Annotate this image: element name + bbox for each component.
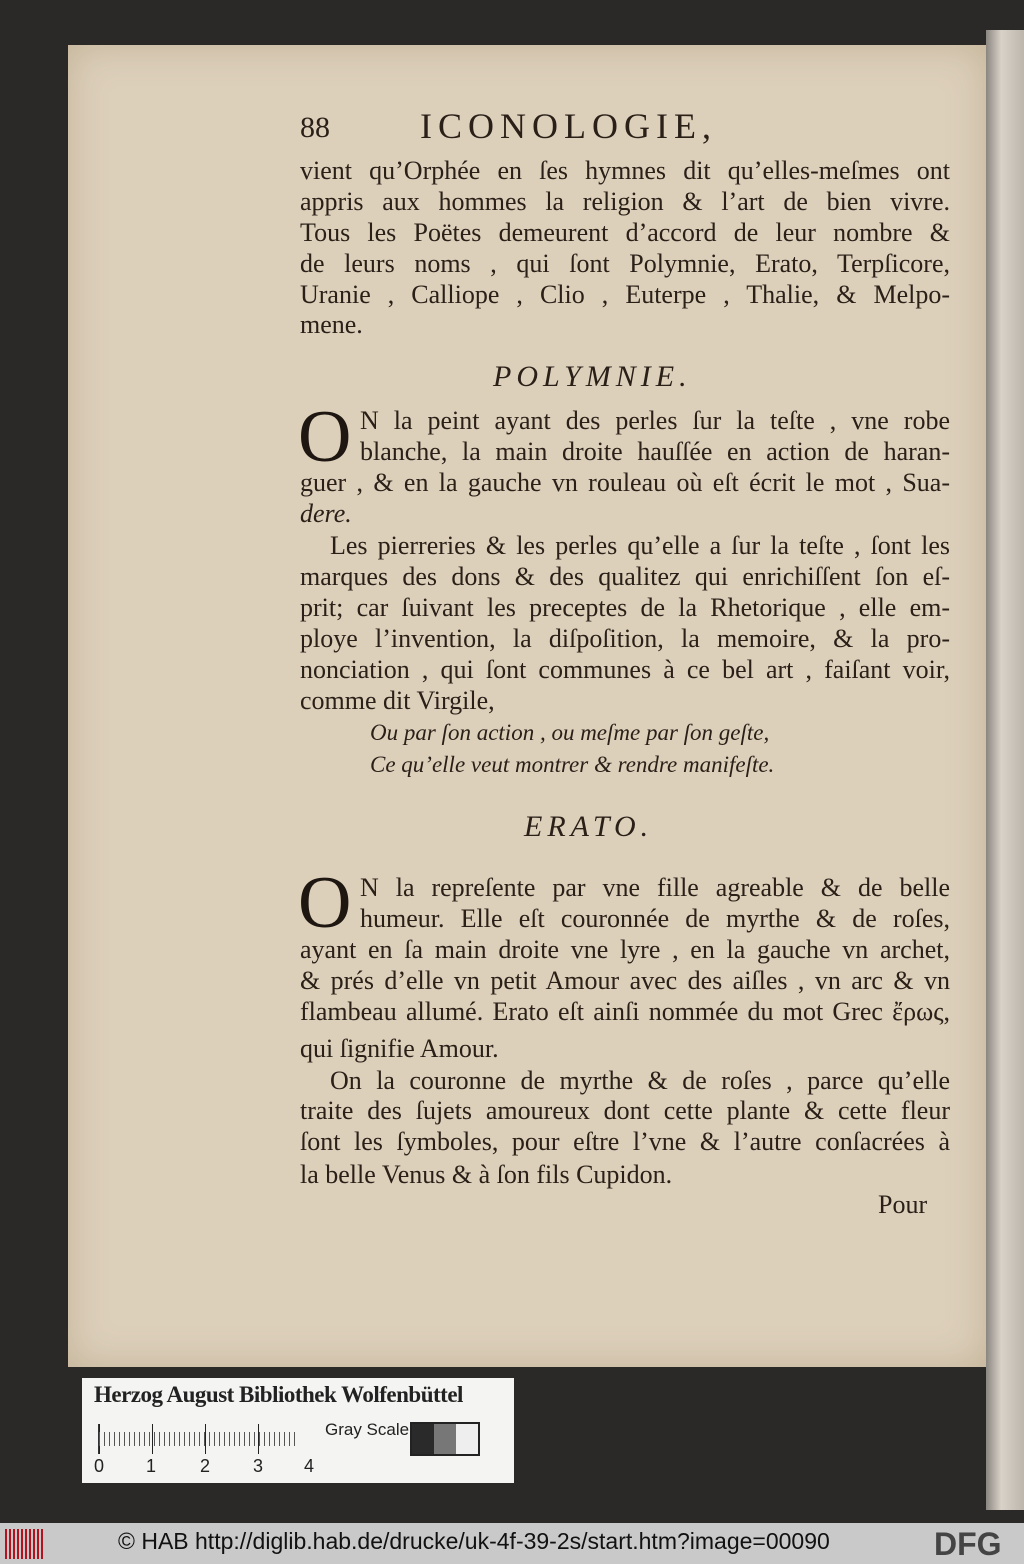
copyright-url[interactable]: © HAB http://diglib.hab.de/drucke/uk-4f-39-2s/start.htm?image=00090 (118, 1528, 830, 1554)
catchword: Pour (878, 1190, 928, 1219)
drop-cap: O (298, 862, 352, 944)
text-line: de leurs noms , qui ſont Polymnie, Erato, Terpſicore, (300, 249, 950, 278)
ruler (98, 1424, 299, 1454)
running-title: ICONOLOGIE, (420, 106, 717, 146)
text-line: prit; car ſuivant les preceptes de la Rhetorique , elle em- (300, 593, 950, 622)
text-line: ploye l’invention, la diſpoſition, la memoire, & la pro- (300, 624, 950, 653)
text-line: vient qu’Orphée en ſes hymnes dit qu’elles-meſmes ont (300, 156, 950, 185)
ruler-number: 2 (200, 1456, 211, 1476)
text-line: ſont les ſymboles, pour eſtre l’vne & l’autre conſacrées à (300, 1127, 950, 1156)
text-line: Les pierreries & les perles qu’elle a ſur la teſte , ſont les (330, 531, 950, 560)
text-line: nonciation , qui ſont communes à ce bel art , faiſant voir, (300, 655, 950, 684)
text-line: flambeau allumé. Erato eſt ainſi nommée du mot Grec ἔρως, (300, 997, 950, 1026)
section-heading: POLYMNIE. (493, 360, 692, 393)
text-line: guer , & en la gauche vn rouleau où eſt écrit le mot , Sua- (300, 468, 950, 497)
text-line: Uranie , Calliope , Clio , Euterpe , Thalie, & Melpo- (300, 280, 950, 309)
text-line: blanche, la main droite hauſſée en action de haran- (360, 437, 950, 466)
text-line: On la couronne de myrthe & de roſes , parce qu’elle (330, 1066, 950, 1095)
text-line: ayant en ſa main droite vne lyre , en la gauche vn archet, (300, 935, 950, 964)
text-line: & prés d’elle vn petit Amour avec des aiſles , vn arc & vn (300, 966, 950, 995)
section-heading: ERATO. (524, 810, 654, 843)
verse-line: Ou par ſon action , ou meſme par ſon geſte, (370, 720, 770, 745)
ruler-number: 1 (146, 1456, 157, 1476)
verse-line: Ce qu’elle veut montrer & rendre manifeſte. (370, 752, 775, 777)
text-line: la belle Venus & à ſon fils Cupidon. (300, 1160, 673, 1189)
hab-logo-icon (5, 1529, 45, 1559)
text-line: appris aux hommes la religion & l’art de bien vivre. (300, 187, 950, 216)
text-line: Tous les Poëtes demeurent d’accord de leur nombre & (300, 218, 950, 247)
text-line: qui ſignifie Amour. (300, 1034, 499, 1063)
text-line: mene. (300, 310, 363, 339)
text-line: comme dit Virgile, (300, 686, 495, 715)
gray-scale-swatch (410, 1422, 480, 1456)
text-line: N la repreſente par vne fille agreable & de belle (360, 873, 950, 902)
adjacent-page-edge (986, 30, 1024, 1510)
dfg-logo: DFG (934, 1526, 1002, 1562)
page-number: 88 (300, 111, 330, 144)
institution-name: Herzog August Bibliothek Wolfenbüttel (94, 1382, 463, 1407)
text-line: dere. (300, 499, 352, 528)
ruler-number: 3 (253, 1456, 264, 1476)
text-line: traite des ſujets amoureux dont cette plante & cette fleur (300, 1096, 950, 1125)
text-line: marques des dons & des qualitez qui enrichiſſent ſon eſ- (300, 562, 950, 591)
gray-scale-label: Gray Scale (325, 1420, 410, 1439)
text-line: humeur. Elle eſt couronnée de myrthe & de roſes, (360, 904, 950, 933)
ruler-number: 4 (304, 1456, 315, 1476)
library-color-chart-label (82, 1378, 514, 1483)
ruler-number: 0 (94, 1456, 105, 1476)
footer-bar (0, 1523, 1024, 1564)
drop-cap: O (298, 396, 352, 478)
text-line: N la peint ayant des perles ſur la teſte , vne robe (360, 406, 950, 435)
